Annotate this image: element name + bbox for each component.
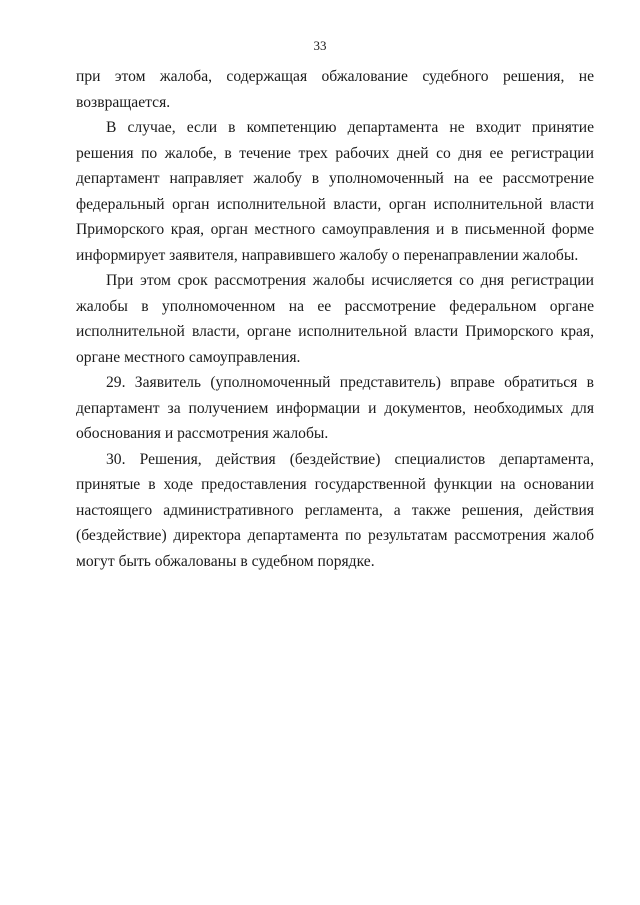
paragraph-30-judicial-appeal: 30. Решения, действия (бездействие) специалистов департамента, принятые в ходе предоставления государственной функции на основании настоящего административного регламента, а также решения, действия (бездействие) директора департамента по результатам рассмотрения жалоб могут быть обжалованы в судебном порядке. — [76, 450, 594, 570]
document-body — [76, 64, 594, 574]
paragraph-complaint-redirection: В случае, если в компетенцию департамента не входит принятие решения по жалобе, в течение трех рабочих дней со дня ее регистрации департамент направляет жалобу в уполномоченный на ее рассмотрение федеральный орган исполнительной власти, орган исполнительной власти Приморского края, орган местного самоуправления и в письменной форме информирует заявителя, направившего жалобу о перенаправлении жалобы. — [76, 119, 594, 264]
paragraph-29-information-request: 29. Заявитель (уполномоченный представитель) вправе обратиться в департамент за получением информации и документов, необходимых для обоснования и рассмотрения жалобы. — [76, 374, 594, 442]
page-number: 33 — [313, 38, 327, 53]
paragraph-review-period: При этом срок рассмотрения жалобы исчисляется со дня регистрации жалобы в уполномоченном на ее рассмотрение федеральном органе исполнительной власти, органе исполнительной власти Приморского края, органе местного самоуправления. — [76, 272, 594, 366]
paragraph-complaint-not-returned: при этом жалоба, содержащая обжалование судебного решения, не возвращается. — [76, 68, 594, 111]
